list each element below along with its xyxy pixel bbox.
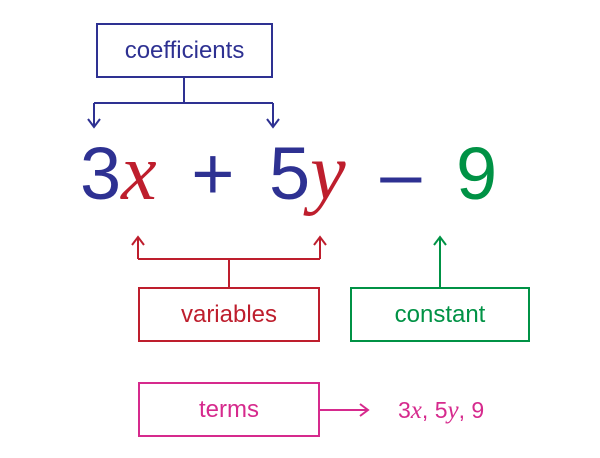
constant-connector xyxy=(434,237,446,287)
term-separator: , xyxy=(421,397,435,423)
constant-label: constant xyxy=(394,300,486,328)
coefficients-label-box xyxy=(96,23,273,78)
variable-x: x xyxy=(121,129,157,217)
term-coef-5: 5 xyxy=(434,397,448,423)
terms-list xyxy=(398,392,484,428)
coefficient-5: 5 xyxy=(269,132,311,215)
coefficients-label: coefficients xyxy=(124,36,245,64)
terms-label-box xyxy=(138,382,320,437)
variables-label: variables xyxy=(180,300,278,328)
coefficients-connector xyxy=(88,78,279,127)
variables-label-box xyxy=(138,287,320,342)
variable-y: y xyxy=(310,129,346,217)
term-constant-9: 9 xyxy=(471,397,485,423)
plus-operator: + xyxy=(191,132,235,215)
minus-operator: – xyxy=(380,132,422,215)
linear-expression xyxy=(80,128,497,218)
variables-connector xyxy=(132,237,326,287)
constant-label-box xyxy=(350,287,530,342)
term-coef-3: 3 xyxy=(398,397,411,423)
coefficient-3: 3 xyxy=(80,132,122,215)
term-separator: , xyxy=(458,397,472,423)
term-var-x: x xyxy=(410,397,422,424)
terms-label: terms xyxy=(199,395,259,423)
term-var-y: y xyxy=(447,397,459,424)
terms-connector xyxy=(320,404,368,416)
constant-9: 9 xyxy=(455,132,498,215)
